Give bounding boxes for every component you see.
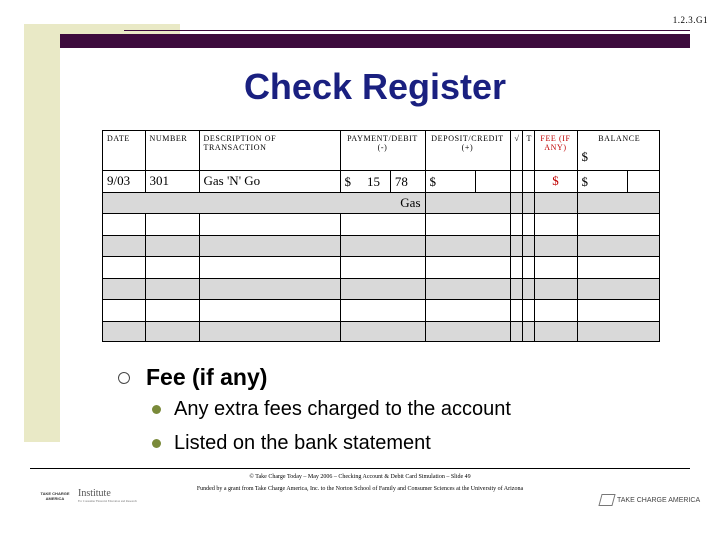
row1-check: [510, 170, 522, 192]
header-description: DESCRIPTION OF TRANSACTION: [199, 131, 340, 170]
footer-rule: [30, 468, 690, 469]
register-row: [103, 300, 660, 322]
sub-bullet-text: Listed on the bank statement: [174, 432, 431, 454]
header-rule: [124, 30, 690, 31]
row1-balance: [577, 170, 660, 192]
register-header-row: [103, 131, 660, 170]
header-balance-label: BALANCE: [598, 134, 641, 143]
row1-payment-dollar: $: [344, 173, 351, 189]
header-bar: [60, 34, 690, 48]
sub-bullet: [152, 398, 511, 421]
footer-funding: Funded by a grant from Take Charge America, Inc. to the Norton School of Family and Consumer Sciences at the University of Arizona: [196, 486, 524, 492]
header-deposit: DEPOSIT/CREDIT (+): [425, 131, 510, 170]
institute-logo-sub: For Consumer Financial Education and Research: [78, 499, 137, 503]
register-row: [103, 257, 660, 279]
take-charge-america-logo: [600, 494, 700, 506]
header-t: T: [522, 131, 534, 170]
row1-payment-cents: 78: [394, 173, 408, 189]
bullet-fee: [118, 364, 267, 391]
register-row: [103, 278, 660, 300]
slide-title: Check Register: [243, 66, 507, 107]
balance-top-dollar: $: [581, 149, 589, 164]
register-table: [103, 131, 660, 342]
header-fee: FEE (IF ANY): [534, 131, 577, 170]
logo-square-icon: [598, 494, 615, 506]
dot-bullet-icon: [152, 405, 161, 414]
register-row: [103, 192, 660, 214]
row1-balance-dollar: $: [578, 171, 628, 192]
row1-deposit: [425, 170, 510, 192]
row1-deposit-dollar: $: [426, 171, 476, 192]
header-check-mark: √: [510, 131, 522, 170]
sub-bullet: [152, 432, 431, 455]
row2-description: Gas: [103, 192, 425, 214]
footer: [130, 471, 590, 495]
hollow-circle-bullet-icon: [118, 372, 130, 384]
register-row: [103, 235, 660, 257]
institute-logo: [34, 488, 137, 503]
row1-payment-amount: 15: [367, 173, 380, 189]
row1-description: Gas 'N' Go: [199, 170, 340, 192]
header-number: NUMBER: [145, 131, 199, 170]
header-date: DATE: [103, 131, 145, 170]
take-charge-america-name: TAKE CHARGE AMERICA: [617, 496, 701, 504]
slide-number: 1.2.3.G1: [672, 15, 708, 25]
footer-copyright: © Take Charge Today – May 2006 – Checking Account & Debit Card Simulation – Slide 49: [249, 474, 471, 480]
dot-bullet-icon: [152, 439, 161, 448]
register-row: [103, 170, 660, 192]
institute-logo-mark: TAKE CHARGE AMERICA: [40, 490, 70, 501]
sub-bullet-text: Any extra fees charged to the account: [174, 398, 511, 420]
row1-t: [522, 170, 534, 192]
bullet-fee-text: Fee (if any): [146, 364, 268, 390]
check-register: [102, 130, 660, 342]
row1-date: 9/03: [103, 170, 145, 192]
register-row: [103, 321, 660, 342]
institute-logo-name: Institute: [78, 488, 111, 499]
row1-payment: [340, 170, 425, 192]
row1-number: 301: [145, 170, 199, 192]
header-payment: PAYMENT/DEBIT (-): [340, 131, 425, 170]
row1-fee: $: [534, 170, 577, 192]
header-balance: [577, 131, 660, 170]
register-row: [103, 214, 660, 236]
